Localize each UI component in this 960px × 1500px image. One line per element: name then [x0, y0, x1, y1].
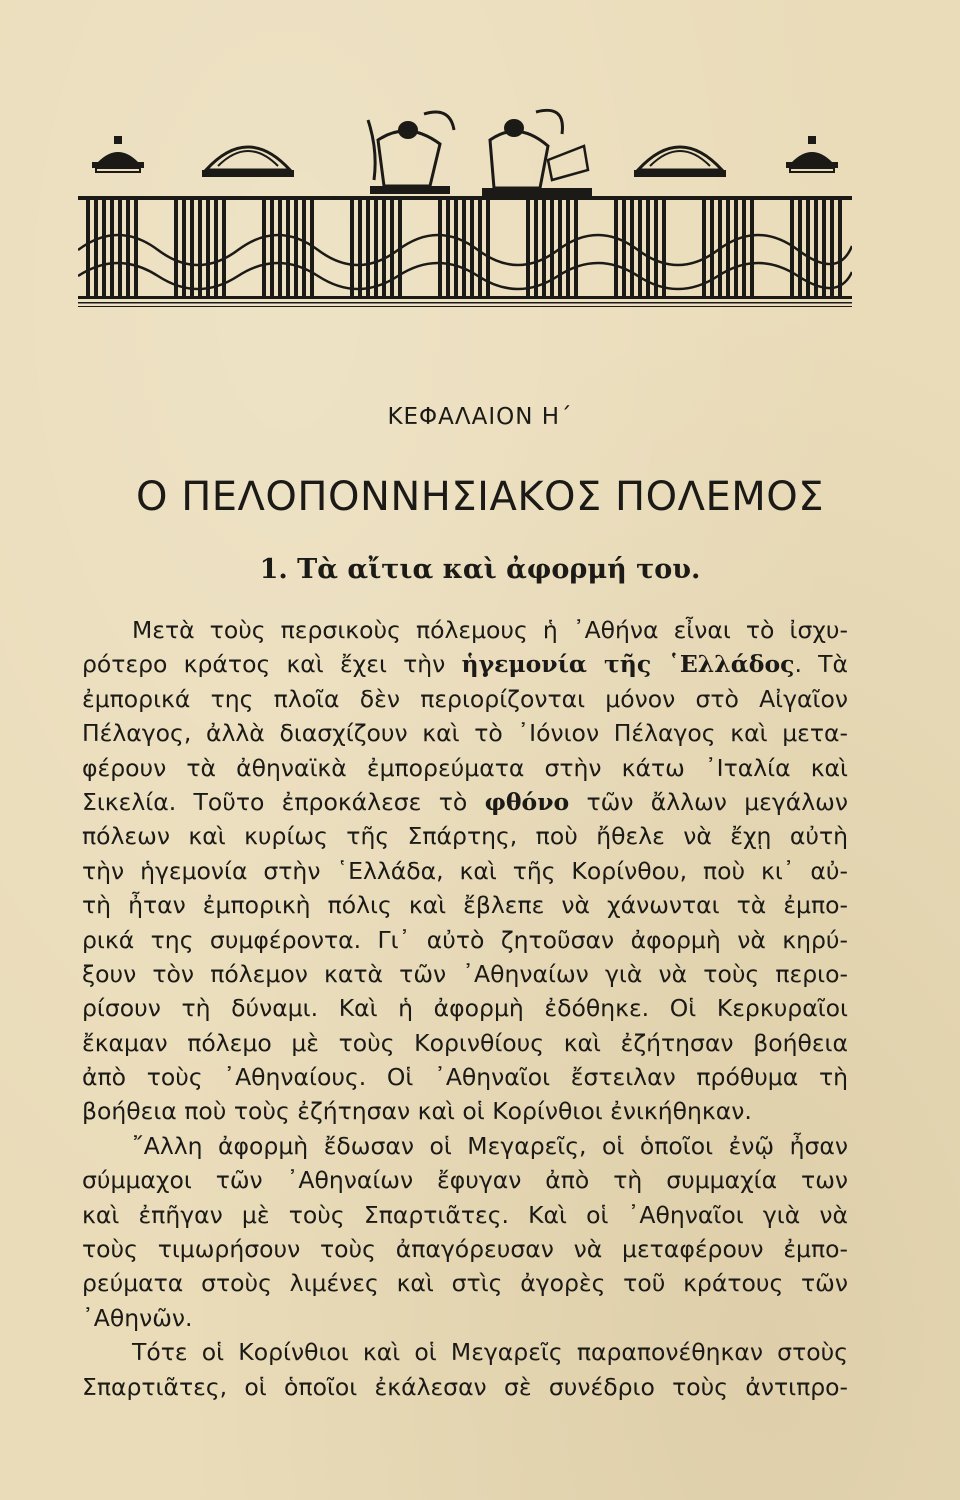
body-text	[82, 613, 848, 1404]
paragraph-line: ἔκαμαν πόλεμο μὲ τοὺς Κορινθίους καὶ ἐζήτησαν βοήθεια	[82, 1028, 848, 1057]
pillar-shaft	[734, 200, 738, 296]
pillar-shaft	[174, 200, 178, 296]
emphasis-text: φθόνο	[484, 787, 570, 816]
pillar-shaft	[366, 200, 370, 296]
emphasis-text: ἡγεμονία τῆς ῾Ελλάδος	[461, 650, 795, 679]
pillar-shaft	[110, 200, 114, 296]
pillar-shaft	[662, 200, 666, 296]
pillar-shaft	[286, 200, 290, 296]
text-run: . Τὰ	[794, 650, 848, 679]
pillar-shaft	[86, 200, 90, 296]
paragraph-line: ρικά της συμφέροντα. Γι᾿ αὐτὸ ζητοῦσαν ἀφορμὴ νὰ κηρύ-	[82, 925, 848, 954]
pillar-shaft	[182, 200, 186, 296]
pillar-shaft	[478, 200, 482, 296]
ornament-banner-illustration	[78, 100, 852, 314]
text-run: Σικελία. Τοῦτο ἐπροκάλεσε τὸ	[82, 787, 485, 816]
pillar-shaft	[742, 200, 746, 296]
paragraph-line: φέρουν τὰ ἀθηναϊκὰ ἐμπορεύματα στὴν κάτω ᾿Ιταλία καὶ	[82, 753, 848, 782]
pillar-shaft	[134, 200, 138, 296]
paragraph-line: καὶ ἐπῆγαν μὲ τοὺς Σπαρτιᾶτες. Καὶ οἱ ᾿Αθηναῖοι γιὰ νὰ	[82, 1200, 848, 1229]
chapter-title: Ο ΠΕΛΟΠΟΝΝΗΣΙΑΚΟΣ ΠΟΛΕΜΟΣ	[136, 474, 824, 520]
paragraph-line: ᾿Αθηνῶν.	[82, 1303, 193, 1332]
paragraph-line: ξουν τὸν πόλεμον κατὰ τῶν ᾿Αθηναίων γιὰ νὰ τοὺς περιο-	[82, 959, 848, 988]
text-run: ρότερο κράτος καὶ ἔχει τὴν	[82, 650, 462, 679]
pillar-shaft	[534, 200, 538, 296]
urn-right-icon	[786, 136, 838, 172]
paragraph-line	[82, 785, 848, 819]
chapter-label: ΚΕΦΑΛΑΙΟΝ Η΄	[387, 404, 573, 430]
pillar-shaft	[814, 200, 818, 296]
pillar-shaft	[438, 200, 442, 296]
pillar-shaft	[454, 200, 458, 296]
pillar-shaft	[270, 200, 274, 296]
paragraph-line: πόλεων καὶ κυρίως τῆς Σπάρτης, ποὺ ἤθελε νὰ ἔχῃ αὐτὴ	[82, 822, 848, 851]
pillar-shaft	[206, 200, 210, 296]
pillar-shaft	[190, 200, 194, 296]
pillar-shaft	[622, 200, 626, 296]
text-run: τῶν ἄλλων μεγάλων	[569, 787, 848, 816]
pillar-shaft	[126, 200, 130, 296]
pillar-shaft	[302, 200, 306, 296]
paragraph-line: Σπαρτιᾶτες, οἱ ὁποῖοι ἐκάλεσαν σὲ συνέδριο τοὺς ἀντιπρο-	[82, 1372, 848, 1401]
cherub-reading-figure-icon	[482, 110, 592, 196]
paragraph-line: τὴν ἡγεμονία στὴν ῾Ελλάδα, καὶ τῆς Κορίνθου, ποὺ κι᾿ αὐ-	[82, 856, 848, 885]
urn-left-icon	[92, 136, 144, 172]
paragraph-line: βοήθεια ποὺ τοὺς ἐζήτησαν καὶ οἱ Κορίνθιοι ἐνικήθηκαν.	[82, 1097, 752, 1126]
pillar-shaft	[262, 200, 266, 296]
paragraph-line: σύμμαχοι τῶν ᾿Αθηναίων ἔφυγαν ἀπὸ τὴ συμμαχία των	[82, 1166, 848, 1195]
pillar-shaft	[798, 200, 802, 296]
pillar-shaft	[750, 200, 754, 296]
pillar-shaft	[350, 200, 354, 296]
paragraph-line: Μετὰ τοὺς περσικοὺς πόλεμους ἡ ᾿Αθήνα εἶναι τὸ ἰσχυ-	[132, 616, 848, 644]
paragraph-line: ἀπὸ τοὺς ᾿Αθηναίους. Οἱ ᾿Αθηναῖοι ἔστειλαν πρόθυμα τὴ	[82, 1063, 848, 1092]
pillar-shaft	[566, 200, 570, 296]
pillar-shaft	[614, 200, 618, 296]
section-heading: 1. Τὰ αἴτια καὶ ἀφορμή του.	[259, 554, 701, 585]
vase-right-icon	[634, 147, 726, 177]
pillar-shaft	[358, 200, 362, 296]
pillar-shaft	[726, 200, 730, 296]
paragraph-line: Τότε οἱ Κορίνθιοι καὶ οἱ Μεγαρεῖς παραπονέθηκαν στοὺς	[132, 1338, 848, 1367]
vase-left-icon	[202, 147, 294, 177]
paragraph-line: ρεύματα στοὺς λιμένες καὶ στὶς ἀγορὲς τοῦ κράτους τῶν	[82, 1269, 848, 1298]
pillar-shaft	[574, 200, 578, 296]
pillar-shaft	[830, 200, 834, 296]
paragraph-line: ἐμπορικά της πλοῖα δὲν περιορίζονται μόνον στὸ Αἰγαῖον	[82, 684, 848, 713]
pillar-shaft	[118, 200, 122, 296]
pillar-shaft	[102, 200, 106, 296]
pillar-shaft	[526, 200, 530, 296]
pillar-shaft	[278, 200, 282, 296]
paragraph-line: τὴ ἦταν ἐμπορικὴ πόλις καὶ ἔβλεπε νὰ χάνωνται τὰ ἐμπο-	[82, 891, 848, 920]
pillar-shaft	[294, 200, 298, 296]
pillar-shaft	[198, 200, 202, 296]
pillar-shaft	[94, 200, 98, 296]
pillar-shaft	[638, 200, 642, 296]
paragraph-line	[82, 647, 848, 681]
paragraph-line: ρίσουν τὴ δύναμι. Καὶ ἡ ἀφορμὴ ἐδόθηκε. Οἱ Κερκυραῖοι	[82, 994, 848, 1023]
pillar-shaft	[838, 200, 842, 296]
pillar-shaft	[462, 200, 466, 296]
paragraph-line: τοὺς τιμωρήσουν τοὺς ἀπαγόρευσαν νὰ μεταφέρουν ἐμπο-	[82, 1235, 848, 1264]
pillar-shaft	[822, 200, 826, 296]
pillar-colonnade-icon	[86, 200, 842, 296]
pillar-shaft	[374, 200, 378, 296]
paragraph-line: Πέλαγος, ἀλλὰ διασχίζουν καὶ τὸ ᾿Ιόνιον Πέλαγος καὶ μετα-	[82, 719, 848, 748]
cherub-harp-figure-icon	[368, 112, 454, 194]
paragraph-line: ῎Αλλη ἀφορμὴ ἔδωσαν οἱ Μεγαρεῖς, οἱ ὁποῖοι ἐνῷ ἦσαν	[132, 1131, 848, 1160]
pillar-shaft	[214, 200, 218, 296]
pillar-shaft	[654, 200, 658, 296]
pillar-shaft	[446, 200, 450, 296]
